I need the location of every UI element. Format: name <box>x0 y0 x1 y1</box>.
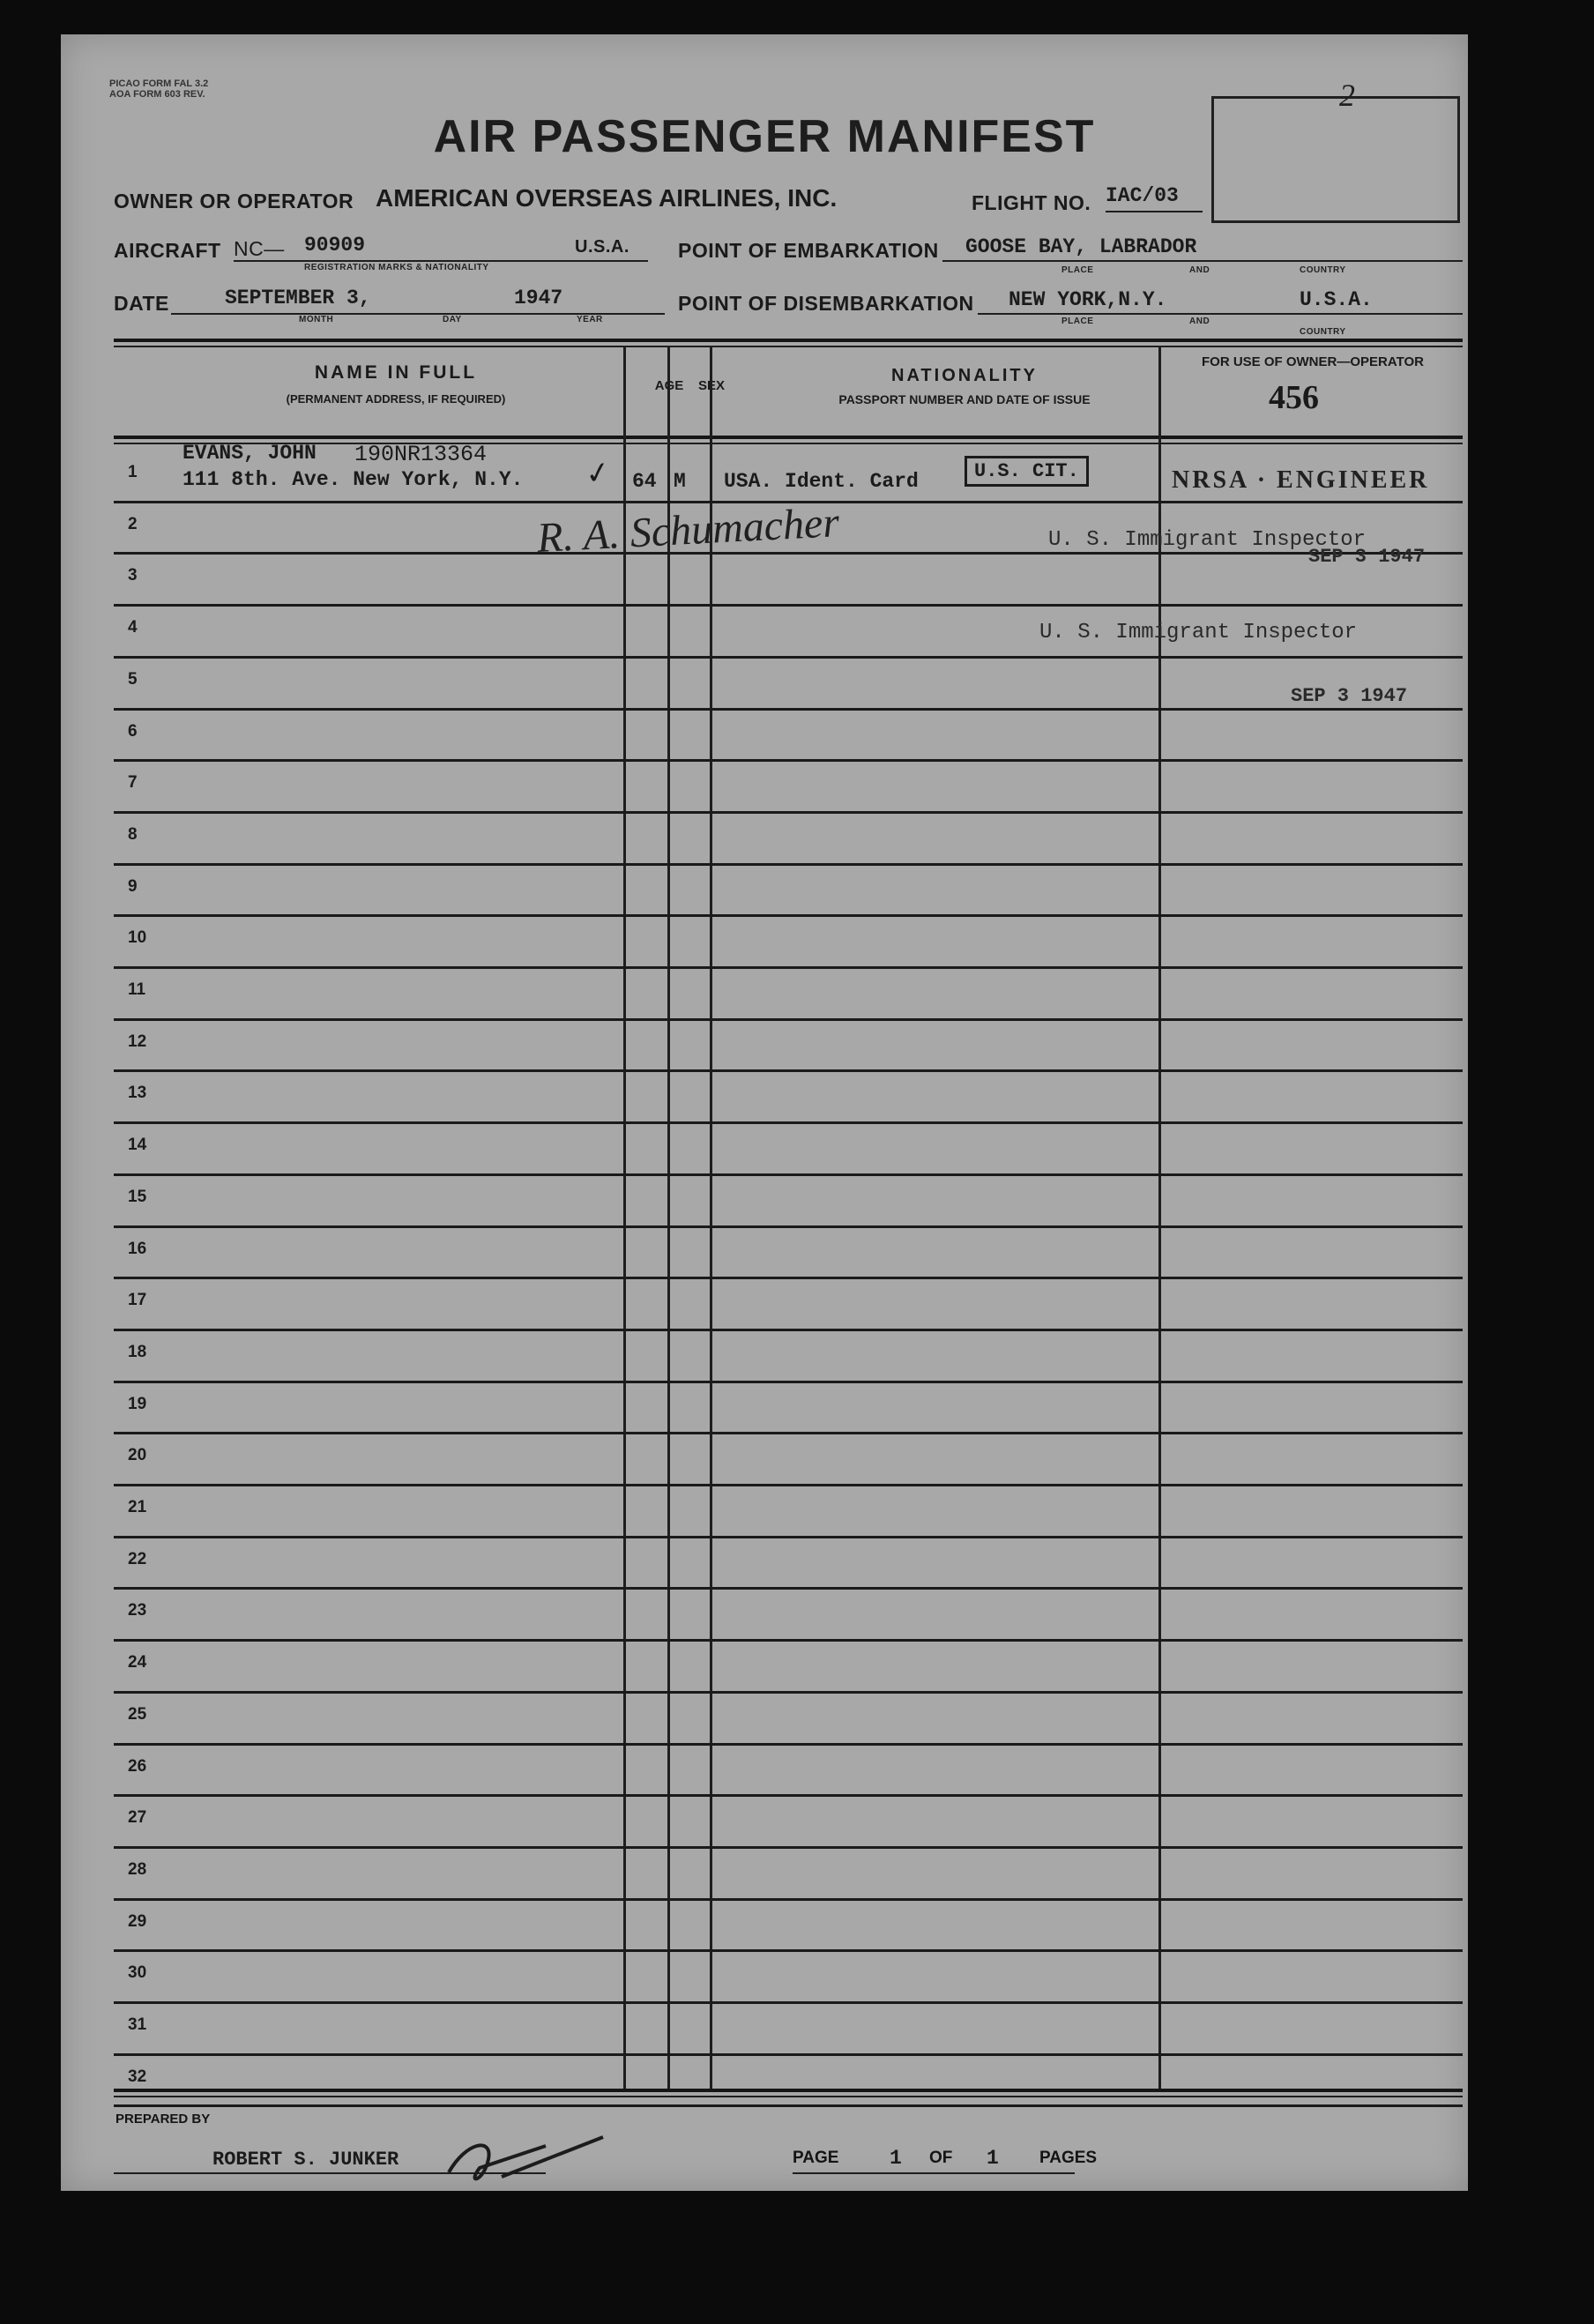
row-divider <box>114 604 1463 607</box>
row-divider <box>114 1691 1463 1694</box>
row-number: 32 <box>128 2067 147 2086</box>
aircraft-label: AIRCRAFT <box>114 239 221 262</box>
owner-note: NRSA · ENGINEER <box>1172 466 1430 494</box>
passenger-address: 111 8th. Ave. New York, N.Y. <box>182 468 524 491</box>
row-number: 21 <box>128 1498 147 1516</box>
manifest-form <box>61 34 1468 2191</box>
row-divider <box>114 1949 1463 1952</box>
row-divider <box>114 2104 1463 2107</box>
pages-label: PAGES <box>1039 2149 1098 2167</box>
row-number: 27 <box>128 1808 147 1827</box>
row-number: 4 <box>128 618 138 637</box>
date-sub-year: YEAR <box>577 315 603 324</box>
row-number: 25 <box>128 1705 147 1724</box>
table-top-rule <box>114 339 1463 342</box>
row-divider <box>114 2053 1463 2056</box>
table-bottom-rule <box>114 2089 1463 2092</box>
col-divider-sex-nationality <box>710 347 712 2090</box>
page-label: PAGE <box>793 2149 839 2167</box>
table-top-rule-2 <box>114 346 1463 347</box>
embarkation-sub-country: COUNTRY <box>1300 265 1346 275</box>
row-divider <box>114 1794 1463 1797</box>
row-number: 13 <box>128 1084 147 1102</box>
col-header-nationality-sub: PASSPORT NUMBER AND DATE OF ISSUE <box>838 392 1091 406</box>
page-current: 1 <box>890 2147 902 2170</box>
row-divider <box>114 811 1463 814</box>
col-header-name-sub: (PERMANENT ADDRESS, IF REQUIRED) <box>286 392 506 406</box>
row-divider <box>114 1536 1463 1538</box>
row-number: 26 <box>128 1757 147 1776</box>
inspector-stamp-1: U. S. Immigrant Inspector <box>1048 528 1367 552</box>
page-marker-box <box>1211 96 1460 223</box>
row-divider <box>114 1121 1463 1124</box>
disembarkation-sub-country: COUNTRY <box>1300 327 1346 337</box>
row-divider <box>114 914 1463 917</box>
row-divider <box>114 863 1463 866</box>
row-number: 5 <box>128 670 138 689</box>
row-divider <box>114 1381 1463 1383</box>
col-header-sex: SEX <box>697 378 725 393</box>
col-divider-nationality-owner <box>1158 347 1161 2090</box>
aircraft-prefix: NC— <box>234 237 285 260</box>
aircraft-underline <box>234 260 648 262</box>
row-divider <box>114 966 1463 969</box>
passenger-age: 64 <box>632 470 657 493</box>
inspector-stamp-1-date: SEP 3 1947 <box>1308 546 1426 568</box>
row-number: 7 <box>128 773 138 792</box>
disembarkation-sub-and: AND <box>1189 317 1210 326</box>
passenger-name: EVANS, JOHN <box>182 442 317 465</box>
row-divider <box>114 1329 1463 1331</box>
passenger-nationality: USA. Ident. Card <box>724 470 919 493</box>
row-number: 2 <box>128 515 138 533</box>
row-number: 15 <box>128 1188 147 1206</box>
date-label: DATE <box>114 292 169 315</box>
page-underline <box>793 2172 1075 2174</box>
embarkation-label: POINT OF EMBARKATION <box>678 239 939 262</box>
col-header-name: NAME IN FULL <box>314 362 478 383</box>
row-divider <box>114 1898 1463 1901</box>
row-divider <box>114 1173 1463 1176</box>
row-divider <box>114 1743 1463 1746</box>
row-divider <box>114 1587 1463 1590</box>
row-divider <box>114 1018 1463 1021</box>
col-header-age: AGE <box>654 378 684 393</box>
table-bottom-rule-2 <box>114 2096 1463 2097</box>
row-number: 14 <box>128 1136 147 1154</box>
form-code-line: AOA FORM 603 REV. <box>109 89 205 100</box>
row-number: 31 <box>128 2015 147 2034</box>
date-sub-day: DAY <box>443 315 462 324</box>
row-divider <box>114 552 1463 555</box>
embarkation-underline <box>942 260 1463 262</box>
disembarkation-sub-place: PLACE <box>1061 317 1094 326</box>
inspector-signature: R. A. Schumacher <box>535 499 841 562</box>
disembarkation-value: NEW YORK,N.Y. <box>1009 288 1167 311</box>
row-number: 6 <box>128 722 138 741</box>
date-year: 1947 <box>514 287 563 309</box>
row-number: 19 <box>128 1395 147 1413</box>
row-divider <box>114 1225 1463 1228</box>
row-divider <box>114 708 1463 711</box>
row-number: 12 <box>128 1032 147 1051</box>
row-number: 29 <box>128 1912 147 1931</box>
form-code <box>109 78 208 100</box>
owner-value: AMERICAN OVERSEAS AIRLINES, INC. <box>376 184 838 212</box>
page-of-label: OF <box>929 2149 953 2167</box>
row-number: 20 <box>128 1446 147 1464</box>
form-code-line: PICAO FORM FAL 3.2 <box>109 78 209 89</box>
passenger-sex: M <box>674 470 686 493</box>
owner-label: OWNER OR OPERATOR <box>114 190 354 212</box>
aircraft-registration: 90909 <box>304 234 366 257</box>
row-divider <box>114 759 1463 762</box>
disembarkation-label: POINT OF DISEMBARKATION <box>678 292 974 315</box>
row-divider <box>114 1484 1463 1486</box>
row-number: 10 <box>128 928 147 947</box>
row-number: 9 <box>128 877 138 896</box>
col-header-owner-use: FOR USE OF OWNER—OPERATOR <box>1202 354 1424 369</box>
aircraft-nationality: U.S.A. <box>575 237 629 257</box>
flight-underline <box>1106 211 1203 212</box>
flight-label: FLIGHT NO. <box>972 191 1091 214</box>
prepared-name: ROBERT S. JUNKER <box>212 2149 399 2171</box>
row-divider <box>114 1432 1463 1434</box>
row-number: 8 <box>128 825 138 844</box>
col-divider-name-age <box>623 347 626 2090</box>
row-number: 24 <box>128 1653 147 1672</box>
col-header-nationality: NATIONALITY <box>891 366 1038 385</box>
page-total: 1 <box>987 2147 999 2170</box>
col-divider-age-sex <box>667 347 670 2090</box>
row-divider <box>114 1069 1463 1072</box>
row-number: 23 <box>128 1601 147 1620</box>
row-divider <box>114 1639 1463 1642</box>
row-number: 28 <box>128 1860 147 1879</box>
row-divider <box>114 1846 1463 1849</box>
aircraft-sublabel: REGISTRATION MARKS & NATIONALITY <box>304 263 489 272</box>
citizenship-stamp: U.S. CIT. <box>965 456 1089 487</box>
passenger-id: 190NR13364 <box>354 442 488 467</box>
row-number: 11 <box>128 980 146 999</box>
disembarkation-underline <box>978 313 1463 315</box>
embarkation-sub-and: AND <box>1189 265 1210 275</box>
header-bottom-rule <box>114 436 1463 439</box>
row-number: 18 <box>128 1343 147 1361</box>
check-mark-icon: ✓ <box>582 454 614 493</box>
row-number: 1 <box>128 463 138 481</box>
row-divider <box>114 2001 1463 2004</box>
form-title: AIR PASSENGER MANIFEST <box>433 111 1096 162</box>
row-number: 17 <box>128 1291 147 1309</box>
row-number: 22 <box>128 1550 147 1568</box>
page-marker: 2 <box>1339 78 1355 113</box>
row-number: 16 <box>128 1240 147 1258</box>
row-number: 3 <box>128 566 138 585</box>
inspector-stamp-2: U. S. Immigrant Inspector <box>1039 621 1358 644</box>
date-month: SEPTEMBER 3, <box>225 287 371 309</box>
date-sub-month: MONTH <box>299 315 334 324</box>
flight-value: IAC/03 <box>1106 184 1179 207</box>
embarkation-value: GOOSE BAY, LABRADOR <box>965 235 1197 258</box>
owner-use-number: 456 <box>1269 379 1319 416</box>
preparer-signature-mark <box>440 2124 616 2186</box>
inspector-stamp-2-date: SEP 3 1947 <box>1291 685 1408 707</box>
prepared-label: PREPARED BY <box>115 2112 211 2127</box>
row-number: 30 <box>128 1963 147 1982</box>
row-divider <box>114 1277 1463 1279</box>
embarkation-sub-place: PLACE <box>1061 265 1094 275</box>
row-divider <box>114 656 1463 659</box>
disembarkation-country: U.S.A. <box>1300 288 1373 311</box>
